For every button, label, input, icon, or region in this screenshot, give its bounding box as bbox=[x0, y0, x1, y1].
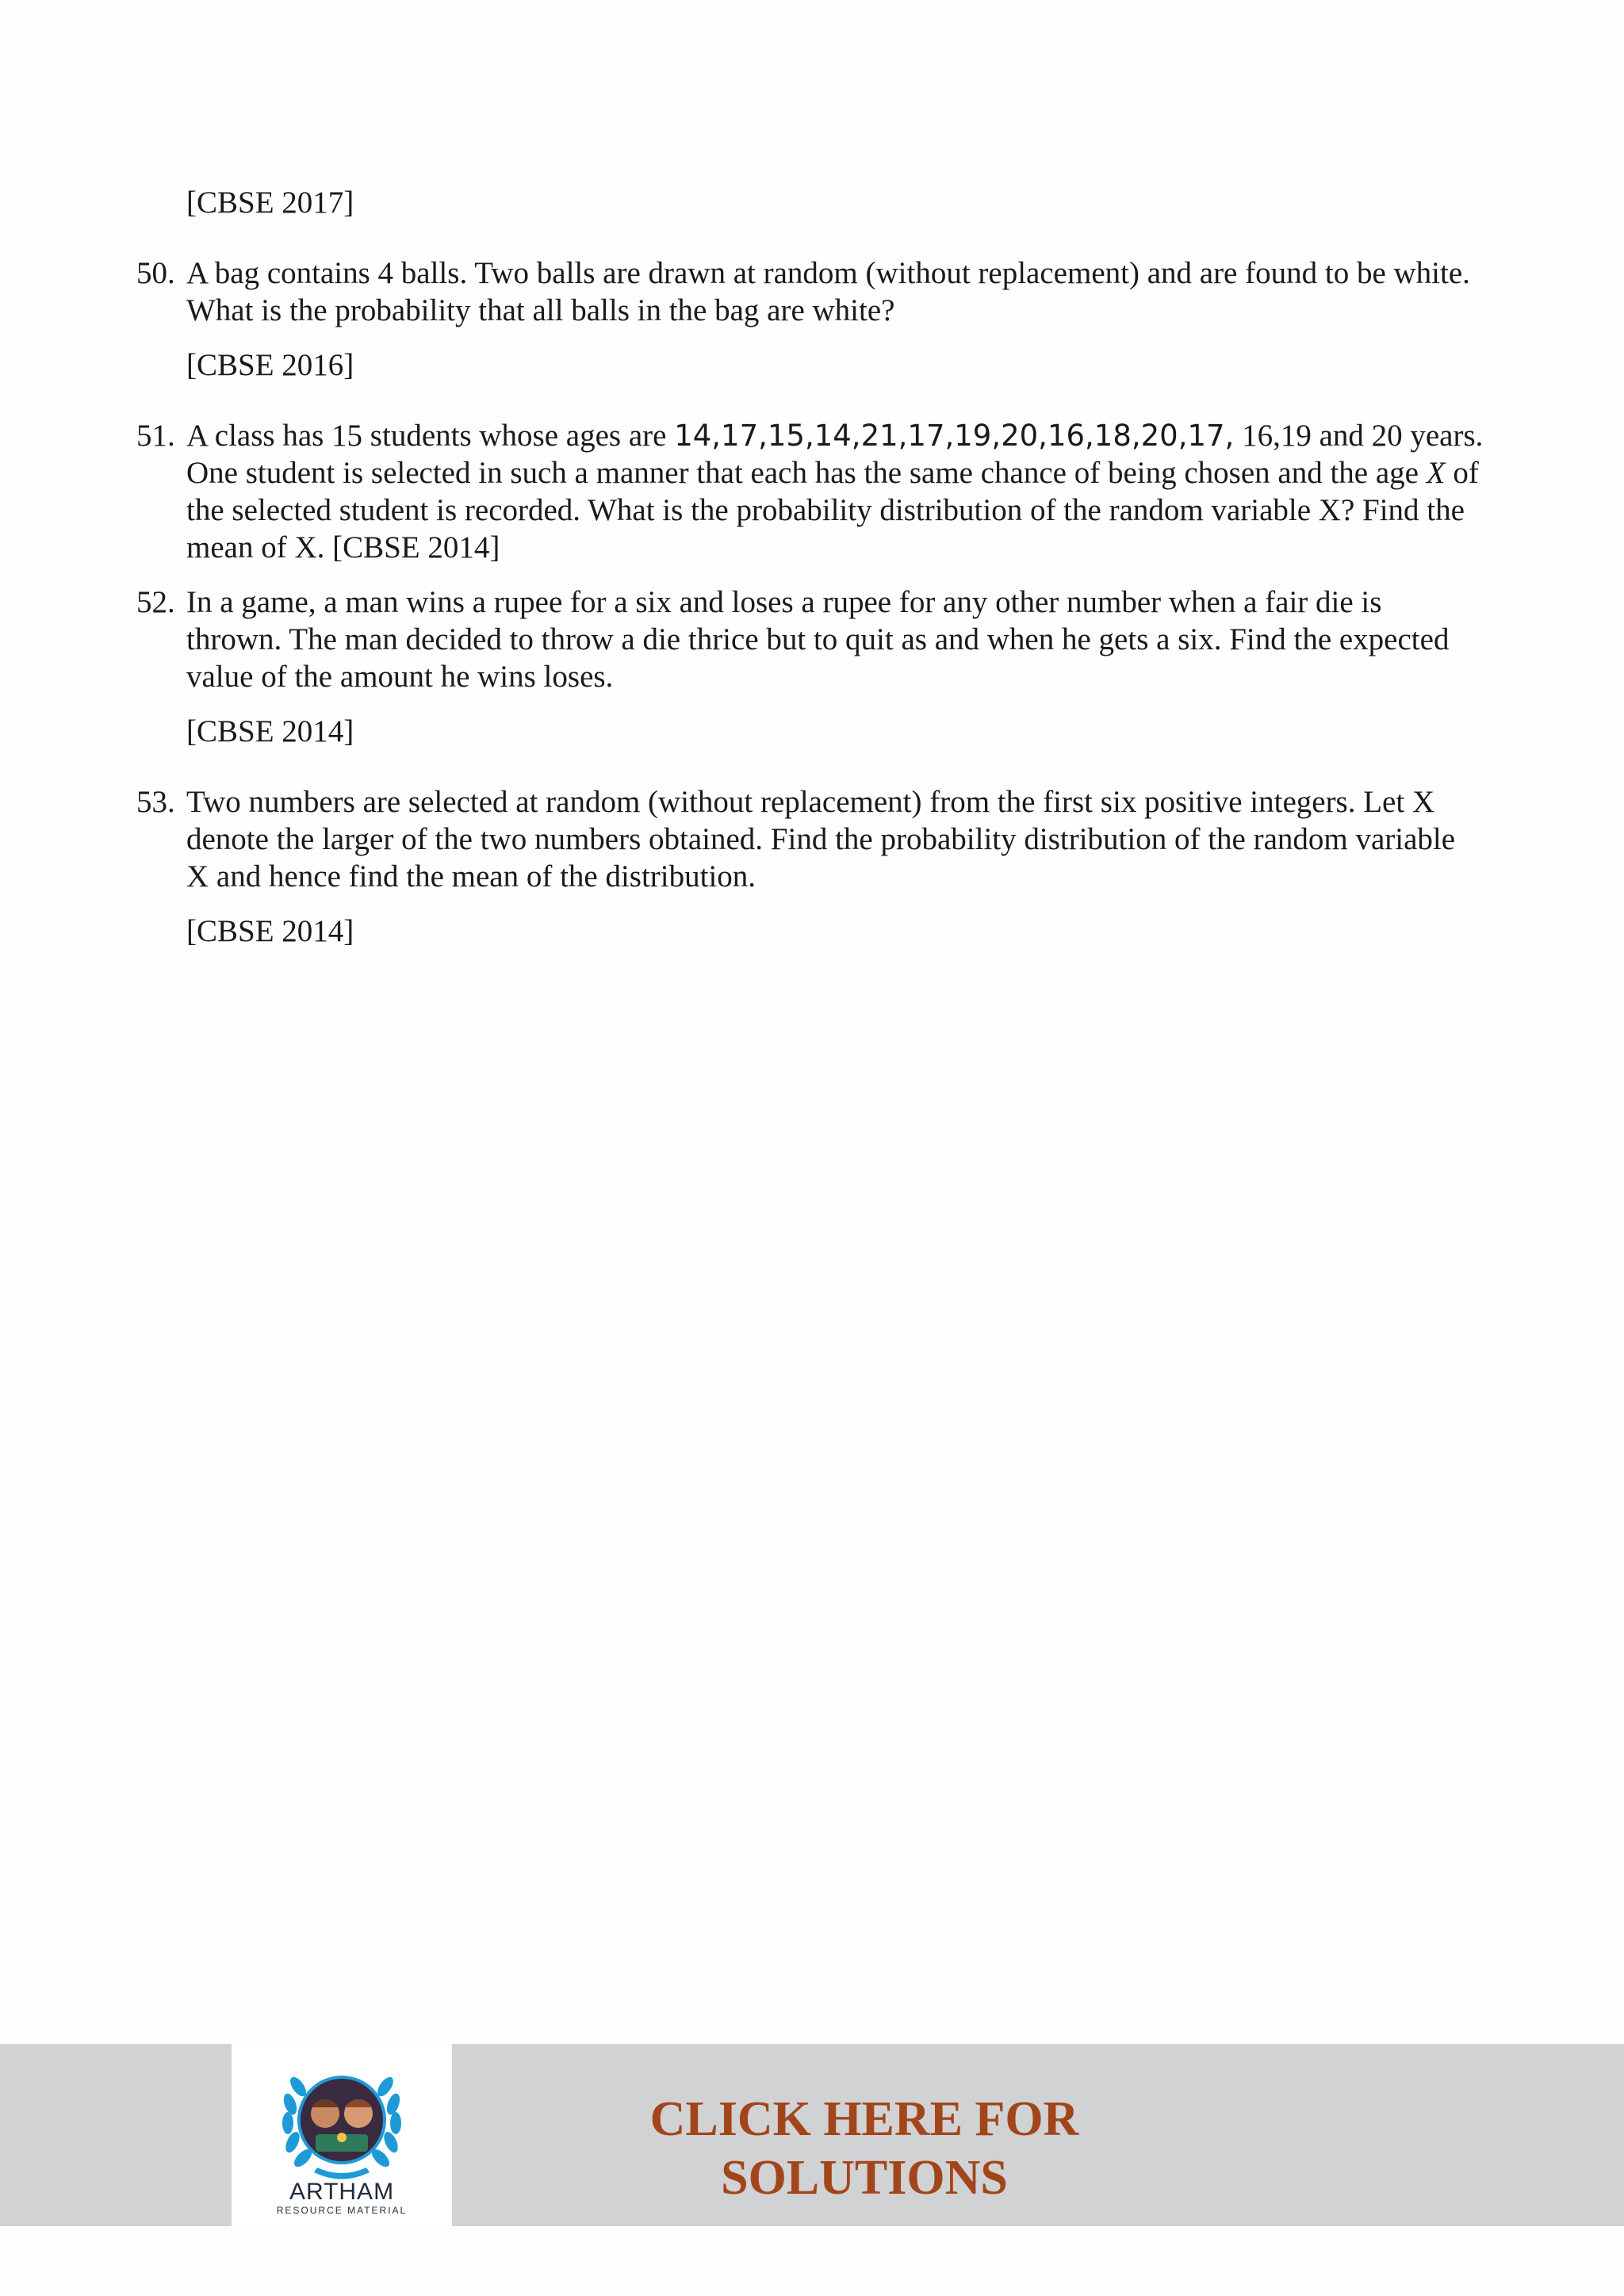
question-number: 51. bbox=[136, 419, 175, 453]
question-49-citation: [CBSE 2017] bbox=[186, 186, 354, 220]
question-text: Two numbers are selected at random (without replacement) from the first six positive integers. Let X denote the larger of the two numbers obtained. Find the probability distribution of the random variable X and hence find the mean of the distribution. bbox=[186, 785, 1456, 894]
question-number: 53. bbox=[136, 785, 175, 819]
question-50 bbox=[136, 254, 1484, 329]
question-52-citation: [CBSE 2014] bbox=[186, 714, 354, 748]
ages-list: 14,17,15,14,21,17,19,20,16,18,20,17, bbox=[674, 419, 1235, 453]
logo-subtitle: RESOURCE MATERIAL bbox=[276, 2205, 408, 2216]
artham-logo[interactable] bbox=[232, 2044, 452, 2226]
question-51 bbox=[136, 417, 1484, 566]
question-number: 50. bbox=[136, 256, 175, 290]
variable-x: X bbox=[1426, 456, 1446, 490]
cta-line-1: CLICK HERE FOR bbox=[649, 2092, 1079, 2146]
question-50-citation: [CBSE 2016] bbox=[186, 348, 354, 382]
question-text: A class has 15 students whose ages are 14,17,15,14,21,17,19,20,16,18,20,17, 16,19 and 20 years. One student is selected in such a manner that each has the same chance of being chosen and the age X of the selected student is recorded. What is the probability distribution of the random variable X? Find the mean of X. [CBSE 2014] bbox=[186, 419, 1484, 564]
question-text: A bag contains 4 balls. Two balls are drawn at random (without replacement) and are found to be white. What is the probability that all balls in the bag are white? bbox=[186, 256, 1470, 327]
click-for-solutions-link[interactable] bbox=[611, 2090, 1118, 2207]
cta-line-2: SOLUTIONS bbox=[721, 2151, 1008, 2205]
question-53 bbox=[136, 783, 1484, 895]
question-list bbox=[136, 184, 1484, 967]
solutions-footer-banner bbox=[0, 2044, 1624, 2226]
question-52 bbox=[136, 584, 1484, 695]
question-53-citation: [CBSE 2014] bbox=[186, 914, 354, 948]
question-number: 52. bbox=[136, 585, 175, 619]
question-text: In a game, a man wins a rupee for a six and loses a rupee for any other number when a fair die is thrown. The man decided to throw a die thrice but to quit as and when he gets a six. Find the expected value of the amount he wins loses. bbox=[186, 585, 1450, 694]
logo-title: ARTHAM bbox=[289, 2179, 395, 2205]
laurel-wreath-logo-icon bbox=[266, 2055, 417, 2190]
